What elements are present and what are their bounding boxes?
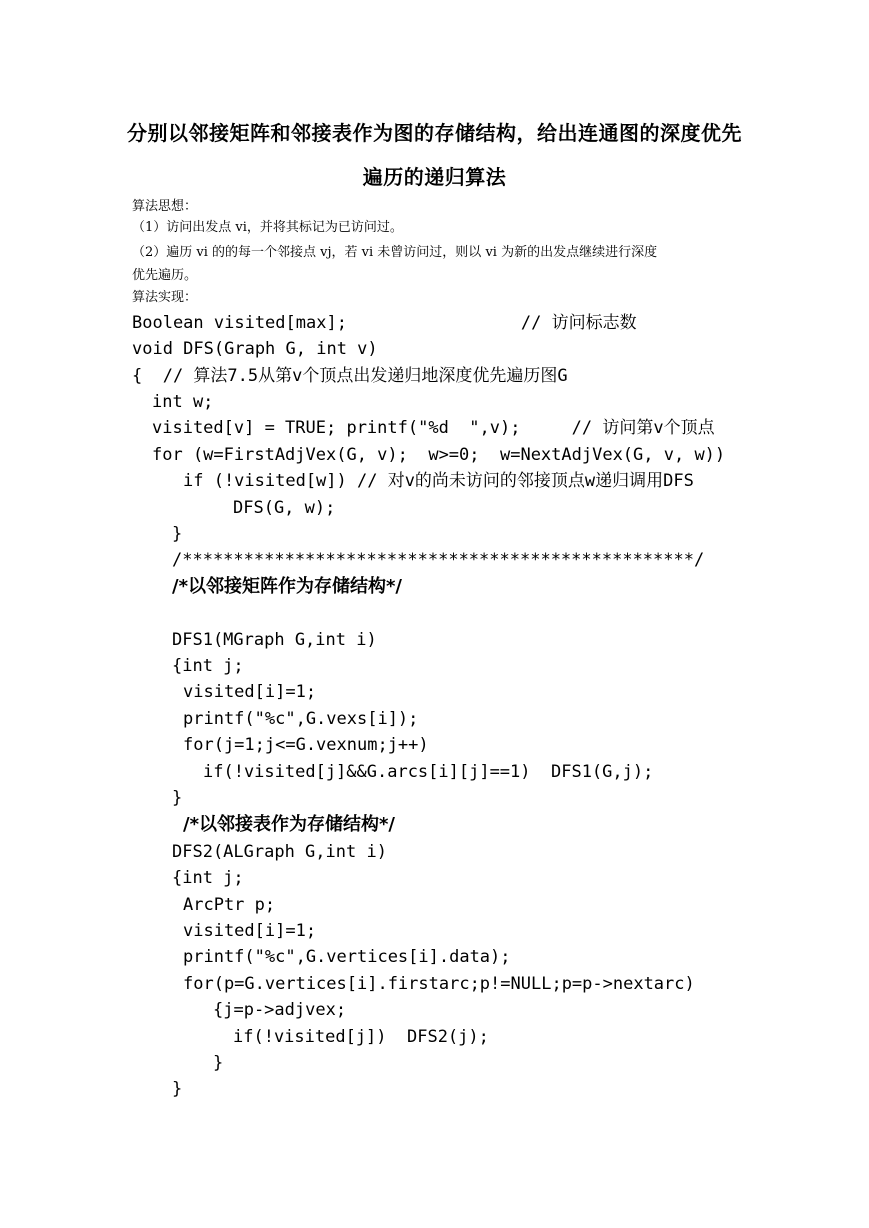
document-title-line2: 遍历的递归算法 (362, 165, 507, 189)
code-line: } (172, 788, 183, 808)
implementation-heading: 算法实现： (132, 290, 198, 305)
idea-heading: 算法思想： (132, 199, 198, 214)
code-line: DFS1(MGraph G,int i) (172, 630, 377, 650)
code-line: DFS(G, w); (233, 498, 336, 518)
document-title-line1: 分别以邻接矩阵和邻接表作为图的存储结构，给出连通图的深度优先 (127, 121, 742, 145)
code-line: if(!visited[j]&&G.arcs[i][j]==1) DFS1(G,j); (203, 762, 654, 782)
code-line: void DFS(Graph G, int v) (132, 339, 378, 359)
code-line: { // 算法7.5从第v个顶点出发递归地深度优先遍历图G (132, 366, 568, 386)
code-line: {int j; (172, 868, 244, 888)
separator-comment: /**************************************************/ (172, 550, 705, 570)
code-line: {j=p->adjvex; (213, 1000, 347, 1020)
code-line: if (!visited[w]) // 对v的尚未访问的邻接顶点w递归调用DFS (183, 471, 694, 491)
code-line: } (172, 1079, 183, 1099)
code-line: ArcPtr p; (183, 895, 276, 915)
code-line: for(j=1;j<=G.vexnum;j++) (183, 735, 429, 755)
code-line: printf("%c",G.vertices[i].data); (183, 947, 511, 967)
code-line: } (213, 1053, 224, 1073)
code-line: for(p=G.vertices[i].firstarc;p!=NULL;p=p->nextarc) (183, 974, 695, 994)
section-comment-list: /*以邻接表作为存储结构*/ (183, 814, 395, 835)
code-line: visited[v] = TRUE; printf("%d ",v); // 访问第v个顶点 (152, 418, 715, 438)
code-line: {int j; (172, 656, 244, 676)
code-line: if(!visited[j]) DFS2(j); (233, 1027, 489, 1047)
idea-step-2-line1: （2）遍历 vi 的的每一个邻接点 vj，若 vi 未曾访问过，则以 vi 为新的出发点继续进行深度 (132, 245, 658, 260)
idea-step-2-line2: 优先遍历。 (132, 268, 198, 283)
code-line: visited[i]=1; (183, 682, 317, 702)
code-line: Boolean visited[max]; // 访问标志数 (132, 313, 637, 333)
code-line: printf("%c",G.vexs[i]); (183, 709, 419, 729)
code-line: } (172, 524, 183, 544)
section-comment-matrix: /*以邻接矩阵作为存储结构*/ (172, 576, 402, 597)
code-line: int w; (152, 392, 214, 412)
code-line: for (w=FirstAdjVex(G, v); w>=0; w=NextAdjVex(G, v, w)) (152, 445, 726, 465)
code-line: visited[i]=1; (183, 921, 317, 941)
idea-step-1: （1）访问出发点 vi，并将其标记为已访问过。 (132, 220, 403, 235)
code-line: DFS2(ALGraph G,int i) (172, 842, 387, 862)
